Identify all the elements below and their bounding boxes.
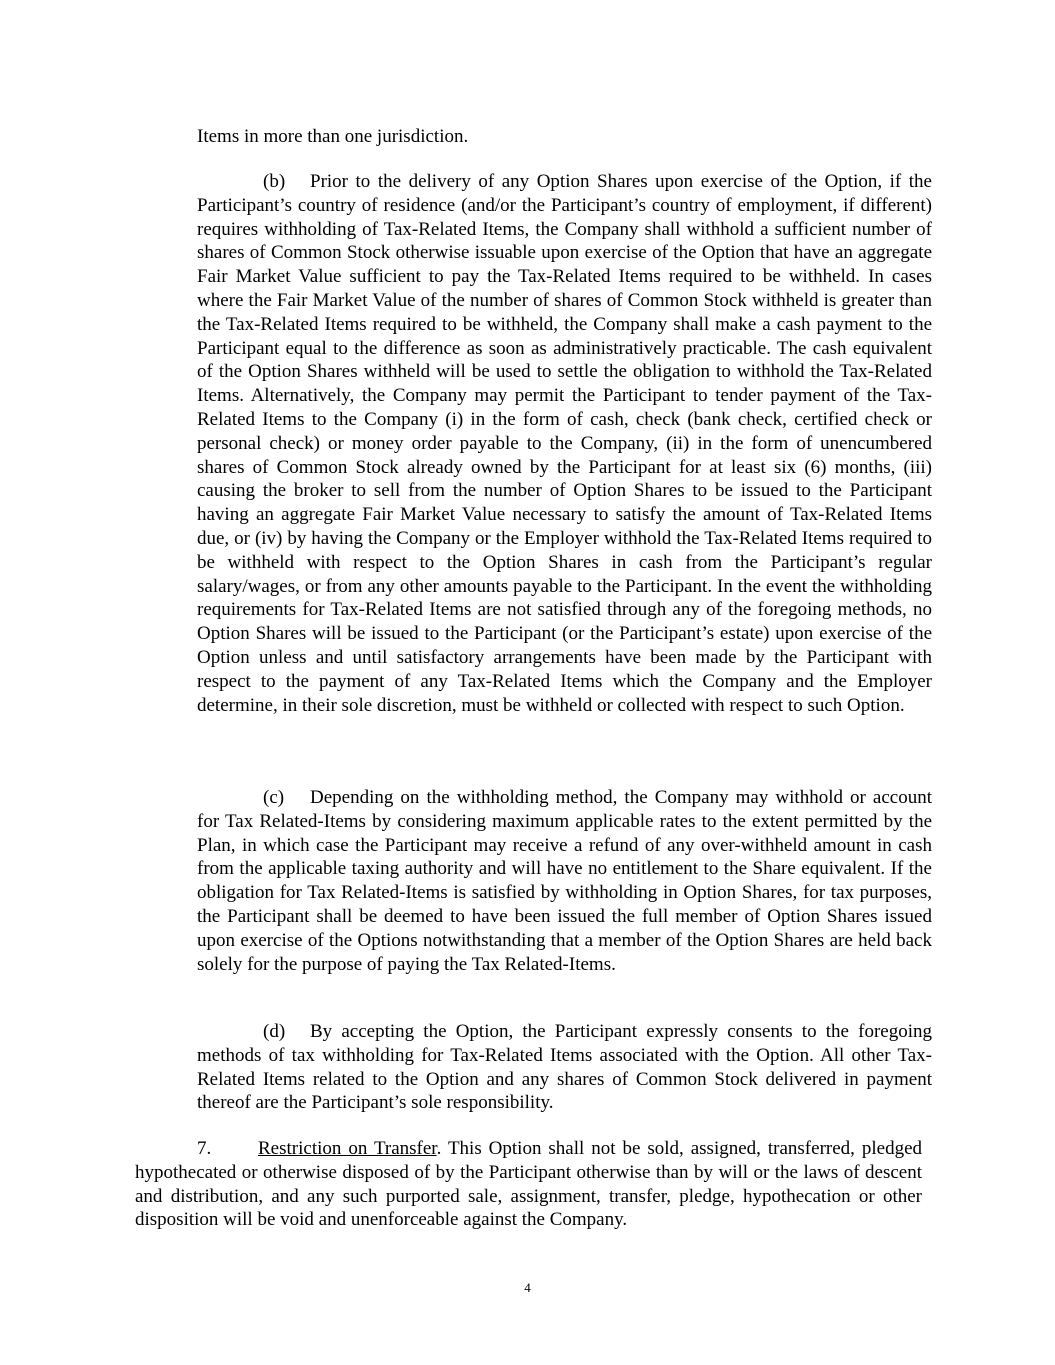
- section-7: [135, 1137, 922, 1232]
- section-7-heading: Restriction on Transfer: [258, 1138, 437, 1159]
- paragraph-c-label: (c): [263, 787, 285, 808]
- paragraph-c: [197, 786, 932, 976]
- paragraph-c-text: Depending on the withholding method, the Company may withhold or account for Tax Related-Items by considering maximum applicable rates to the extent permitted by the Plan, in which case the Participant may receive a refund of any over-withheld amount in cash from the applicable taxing authority and will have no entitlement to the Share equivalent. If the obligation for Tax Related-Items is satisfied by withholding in Option Shares, for tax purposes, the Participant shall be deemed to have been issued the full member of Option Shares issued upon exercise of the Options notwithstanding that a member of the Option Shares are held back solely for the purpose of paying the Tax Related-Items.: [197, 787, 932, 975]
- continuation-paragraph: Items in more than one jurisdiction.: [197, 126, 469, 147]
- paragraph-d-label: (d): [263, 1021, 286, 1042]
- paragraph-b: [197, 170, 932, 717]
- paragraph-d-text: By accepting the Option, the Participant expressly consents to the foregoing methods of tax withholding for Tax-Related Items associated with the Option. All other Tax-Related Items related to the Option and any shares of Common Stock delivered in payment thereof are the Participant’s sole responsibility.: [197, 1021, 932, 1114]
- paragraph-b-text: Prior to the delivery of any Option Shares upon exercise of the Option, if the Participant’s country of residence (and/or the Participant’s country of employment, if different) requires withholding of Tax-Related Items, the Company shall withhold a sufficient number of shares of Common Stock otherwise issuable upon exercise of the Option that have an aggregate Fair Market Value sufficient to pay the Tax-Related Items required to be withheld. In cases where the Fair Market Value of the number of shares of Common Stock withheld is greater than the Tax-Related Items required to be withheld, the Company shall make a cash payment to the Participant equal to the difference as soon as administratively practicable. The cash equivalent of the Option Shares withheld will be used to settle the obligation to withhold the Tax-Related Items. Alternatively, the Company may permit the Participant to tender payment of the Tax-Related Items to the Company (i) in the form of cash, check (bank check, certified check or personal check) or money order payable to the Company, (ii) in the form of unencumbered shares of Common Stock already owned by the Participant for at least six (6) months, (iii) causing the broker to sell from the number of Option Shares to be issued to the Participant having an aggregate Fair Market Value necessary to satisfy the amount of Tax-Related Items due, or (iv) by having the Company or the Employer withhold the Tax-Related Items required to be withheld with respect to the Option Shares in cash from the Participant’s regular salary/wages, or from any other amounts payable to the Participant. In the event the withholding requirements for Tax-Related Items are not satisfied through any of the foregoing methods, no Option Shares will be issued to the Participant (or the Participant’s estate) upon exercise of the Option unless and until satisfactory arrangements have been made by the Participant with respect to the payment of any Tax-Related Items which the Company and the Employer determine, in their sole discretion, must be withheld or collected with respect to such Option.: [197, 171, 932, 716]
- section-7-text: . This Option shall not be sold, assigned, transferred, pledged hypothecated or otherwise disposed of by the Participant otherwise than by will or the laws of descent and distribution, and any such purported sale, assignment, transfer, pledge, hypothecation or other disposition will be void and unenforceable against the Company.: [135, 1138, 922, 1231]
- paragraph-d: [197, 1020, 932, 1115]
- paragraph-b-label: (b): [263, 171, 286, 192]
- section-7-number: 7.: [197, 1138, 212, 1159]
- page-number: 4: [524, 1280, 531, 1295]
